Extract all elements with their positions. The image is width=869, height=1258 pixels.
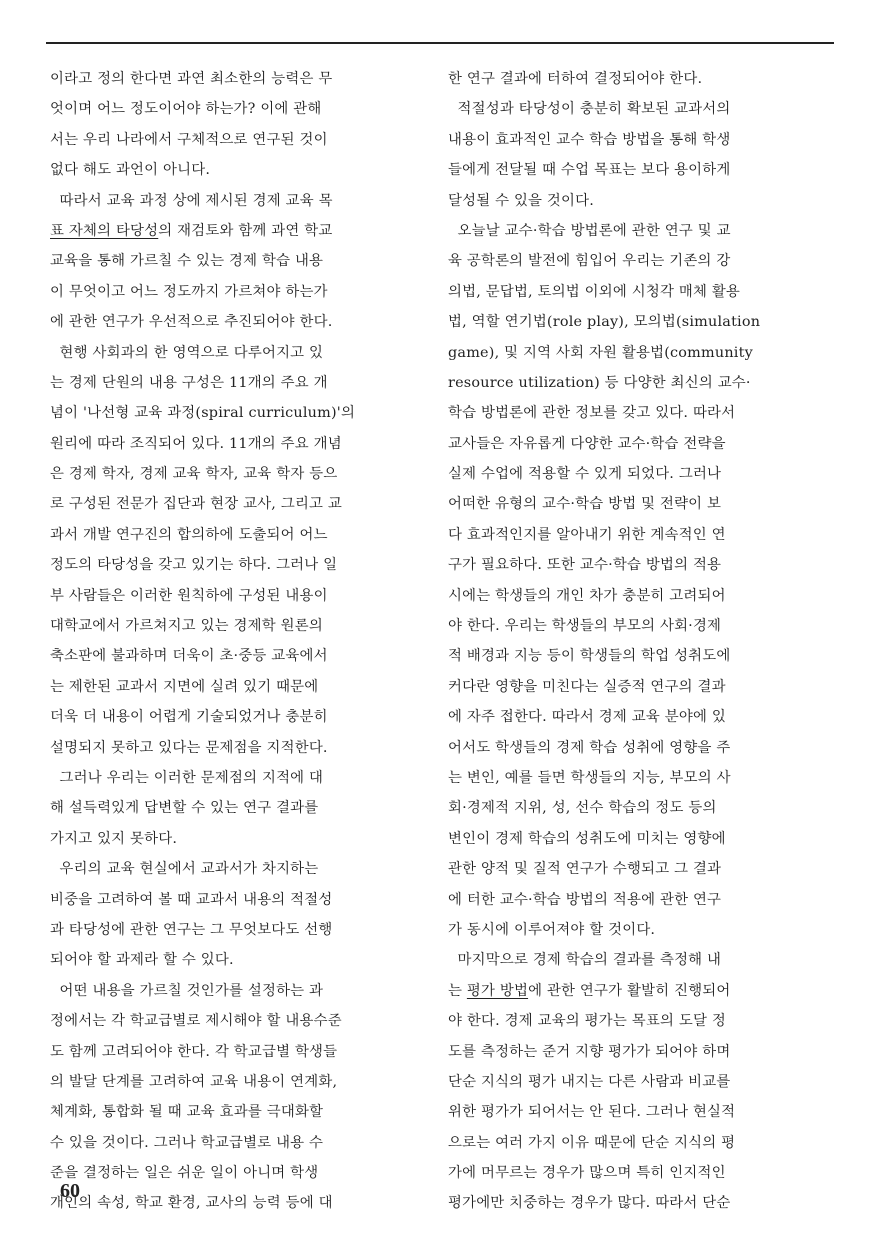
- text-line: 축소판에 불과하며 더욱이 초·중등 교육에서: [50, 648, 328, 665]
- text-line: 수 있을 것이다. 그러나 학교급별로 내용 수: [50, 1134, 324, 1151]
- text-line: 회·경제적 지위, 성, 선수 학습의 정도 등의: [448, 800, 717, 817]
- text-line: 법, 역할 연기법(role play), 모의법(simulation: [448, 314, 761, 331]
- text-line: 교육을 통해 가르칠 수 있는 경제 학습 내용: [50, 253, 324, 270]
- text-line: 단순 지식의 평가 내지는 다른 사람과 비교를: [448, 1073, 731, 1090]
- text-line: 에 터한 교수·학습 방법의 적용에 관한 연구: [448, 891, 722, 908]
- left-column: [50, 64, 394, 1219]
- text-line: 없다 해도 과언이 아니다.: [50, 162, 211, 179]
- text-line: 어떠한 유형의 교수·학습 방법 및 전략이 보: [448, 496, 722, 513]
- text-segment: 에 관한 연구가 활발히 진행되어: [528, 982, 731, 999]
- text-line: 내용이 효과적인 교수 학습 방법을 통해 학생: [448, 131, 731, 148]
- text-line: 되어야 할 과제라 할 수 있다.: [50, 952, 234, 969]
- text-line: 관한 양적 및 질적 연구가 수행되고 그 결과: [448, 861, 722, 878]
- text-line: 의법, 문답법, 토의법 이외에 시청각 매체 활용: [448, 283, 741, 300]
- text-line: 들에게 전달될 때 수업 목표는 보다 용이하게: [448, 162, 731, 179]
- text-line: 는 제한된 교과서 지면에 실려 있기 때문에: [50, 678, 319, 695]
- text-line: 변인이 경제 학습의 성취도에 미치는 영향에: [448, 830, 726, 847]
- text-line: 커다란 영향을 미친다는 실증적 연구의 결과: [448, 678, 726, 695]
- text-line: 다 효과적인지를 알아내기 위한 계속적인 연: [448, 526, 726, 543]
- text-line: [50, 216, 394, 246]
- text-line: 체계화, 통합화 될 때 교육 효과를 극대화할: [50, 1104, 324, 1121]
- text-line: 로 구성된 전문가 집단과 현장 교사, 그리고 교: [50, 496, 343, 513]
- text-line: 의 발달 단계를 고려하여 교육 내용이 연계화,: [50, 1073, 338, 1090]
- text-line: 한 연구 결과에 터하여 결정되어야 한다.: [448, 71, 703, 87]
- text-line: 엇이며 어느 정도이어야 하는가? 이에 관해: [50, 101, 322, 118]
- text-line: 마지막으로 경제 학습의 결과를 측정해 내: [448, 952, 722, 969]
- text-line: 어떤 내용을 가르칠 것인가를 설정하는 과: [50, 982, 324, 999]
- text-line: 적 배경과 지능 등이 학생들의 학업 성취도에: [448, 648, 731, 665]
- text-line: 육 공학론의 발전에 힘입어 우리는 기존의 강: [448, 253, 731, 270]
- text-line: game), 및 지역 사회 자원 활용법(community: [448, 344, 753, 361]
- text-line: 설명되지 못하고 있다는 문제점을 지적한다.: [50, 739, 328, 756]
- text-line: 도 함께 고려되어야 한다. 각 학교급별 학생들: [50, 1043, 338, 1060]
- text-line: 원리에 따라 조직되어 있다. 11개의 주요 개념: [50, 435, 342, 452]
- text-line: 어서도 학생들의 경제 학습 성취에 영향을 주: [448, 739, 731, 756]
- text-line: 는 변인, 예를 들면 학생들의 지능, 부모의 사: [448, 769, 731, 786]
- right-column: [448, 64, 792, 1219]
- text-line: 과 타당성에 관한 연구는 그 무엇보다도 선행: [50, 921, 333, 938]
- text-line: 위한 평가가 되어서는 안 된다. 그러나 현실적: [448, 1104, 736, 1121]
- text-segment: 는: [448, 982, 467, 999]
- underlined-phrase: 평가 방법: [466, 982, 529, 999]
- text-line: 도를 측정하는 준거 지향 평가가 되어야 하며: [448, 1043, 731, 1060]
- text-line: 서는 우리 나라에서 구체적으로 연구된 것이: [50, 131, 328, 148]
- text-line: 대학교에서 가르쳐지고 있는 경제학 원론의: [50, 618, 323, 635]
- text-line: 교사들은 자유롭게 다양한 교수·학습 전략을: [448, 435, 726, 452]
- text-line: 더욱 더 내용이 어렵게 기술되었거나 충분히: [50, 709, 328, 726]
- text-line: 준을 결정하는 일은 쉬운 일이 아니며 학생: [50, 1165, 319, 1182]
- text-line: 적절성과 타당성이 충분히 확보된 교과서의: [448, 101, 731, 118]
- underlined-phrase: 표 자체의 타당성: [50, 222, 159, 239]
- text-line: 야 한다. 경제 교육의 평가는 목표의 도달 정: [448, 1013, 726, 1030]
- text-line: 는 경제 단원의 내용 구성은 11개의 주요 개: [50, 374, 328, 391]
- text-line: resource utilization) 등 다양한 최신의 교수·: [448, 374, 751, 391]
- text-line: 개인의 속성, 학교 환경, 교사의 능력 등에 대: [50, 1195, 333, 1212]
- text-line: 에 관한 연구가 우선적으로 추진되어야 한다.: [50, 314, 333, 331]
- text-line: 이 무엇이고 어느 정도까지 가르쳐야 하는가: [50, 283, 328, 300]
- text-line: 이라고 정의 한다면 과연 최소한의 능력은 무: [50, 71, 333, 87]
- text-line: 부 사람들은 이러한 원칙하에 구성된 내용이: [50, 587, 328, 604]
- text-line: 가 동시에 이루어져야 할 것이다.: [448, 921, 656, 938]
- text-line: [448, 976, 792, 1006]
- text-line: 그러나 우리는 이러한 문제점의 지적에 대: [50, 769, 324, 786]
- text-line: 해 설득력있게 답변할 수 있는 연구 결과를: [50, 800, 319, 817]
- text-line: 오늘날 교수·학습 방법론에 관한 연구 및 교: [448, 222, 731, 239]
- text-line: 평가에만 치중하는 경우가 많다. 따라서 단순: [448, 1195, 731, 1212]
- text-line: 은 경제 학자, 경제 교육 학자, 교육 학자 등으: [50, 466, 338, 483]
- text-line: 정도의 타당성을 갖고 있기는 하다. 그러나 일: [50, 557, 338, 574]
- text-line: 과서 개발 연구진의 합의하에 도출되어 어느: [50, 526, 328, 543]
- top-rule: [46, 42, 834, 44]
- text-line: 따라서 교육 과정 상에 제시된 경제 교육 목: [50, 192, 333, 209]
- text-segment: 의 재검토와 함께 과연 학교: [158, 222, 333, 239]
- text-line: 현행 사회과의 한 영역으로 다루어지고 있: [50, 344, 324, 361]
- text-line: 시에는 학생들의 개인 차가 충분히 고려되어: [448, 587, 726, 604]
- text-line: 에 자주 접한다. 따라서 경제 교육 분야에 있: [448, 709, 726, 726]
- page-number: 60: [60, 1180, 80, 1202]
- text-line: 실제 수업에 적용할 수 있게 되었다. 그러나: [448, 466, 722, 483]
- text-line: 정에서는 각 학교급별로 제시해야 할 내용수준: [50, 1013, 342, 1030]
- text-line: 념이 '나선형 교육 과정(spiral curriculum)'의: [50, 405, 356, 422]
- text-line: 학습 방법론에 관한 정보를 갖고 있다. 따라서: [448, 405, 736, 422]
- text-line: 가에 머무르는 경우가 많으며 특히 인지적인: [448, 1165, 726, 1182]
- text-line: 가지고 있지 못하다.: [50, 830, 178, 847]
- text-line: 구가 필요하다. 또한 교수·학습 방법의 적용: [448, 557, 722, 574]
- text-line: 달성될 수 있을 것이다.: [448, 192, 595, 209]
- text-line: 으로는 여러 가지 이유 때문에 단순 지식의 평: [448, 1134, 736, 1151]
- text-line: 우리의 교육 현실에서 교과서가 차지하는: [50, 861, 319, 878]
- text-line: 야 한다. 우리는 학생들의 부모의 사회·경제: [448, 618, 722, 635]
- text-line: 비중을 고려하여 볼 때 교과서 내용의 적절성: [50, 891, 333, 908]
